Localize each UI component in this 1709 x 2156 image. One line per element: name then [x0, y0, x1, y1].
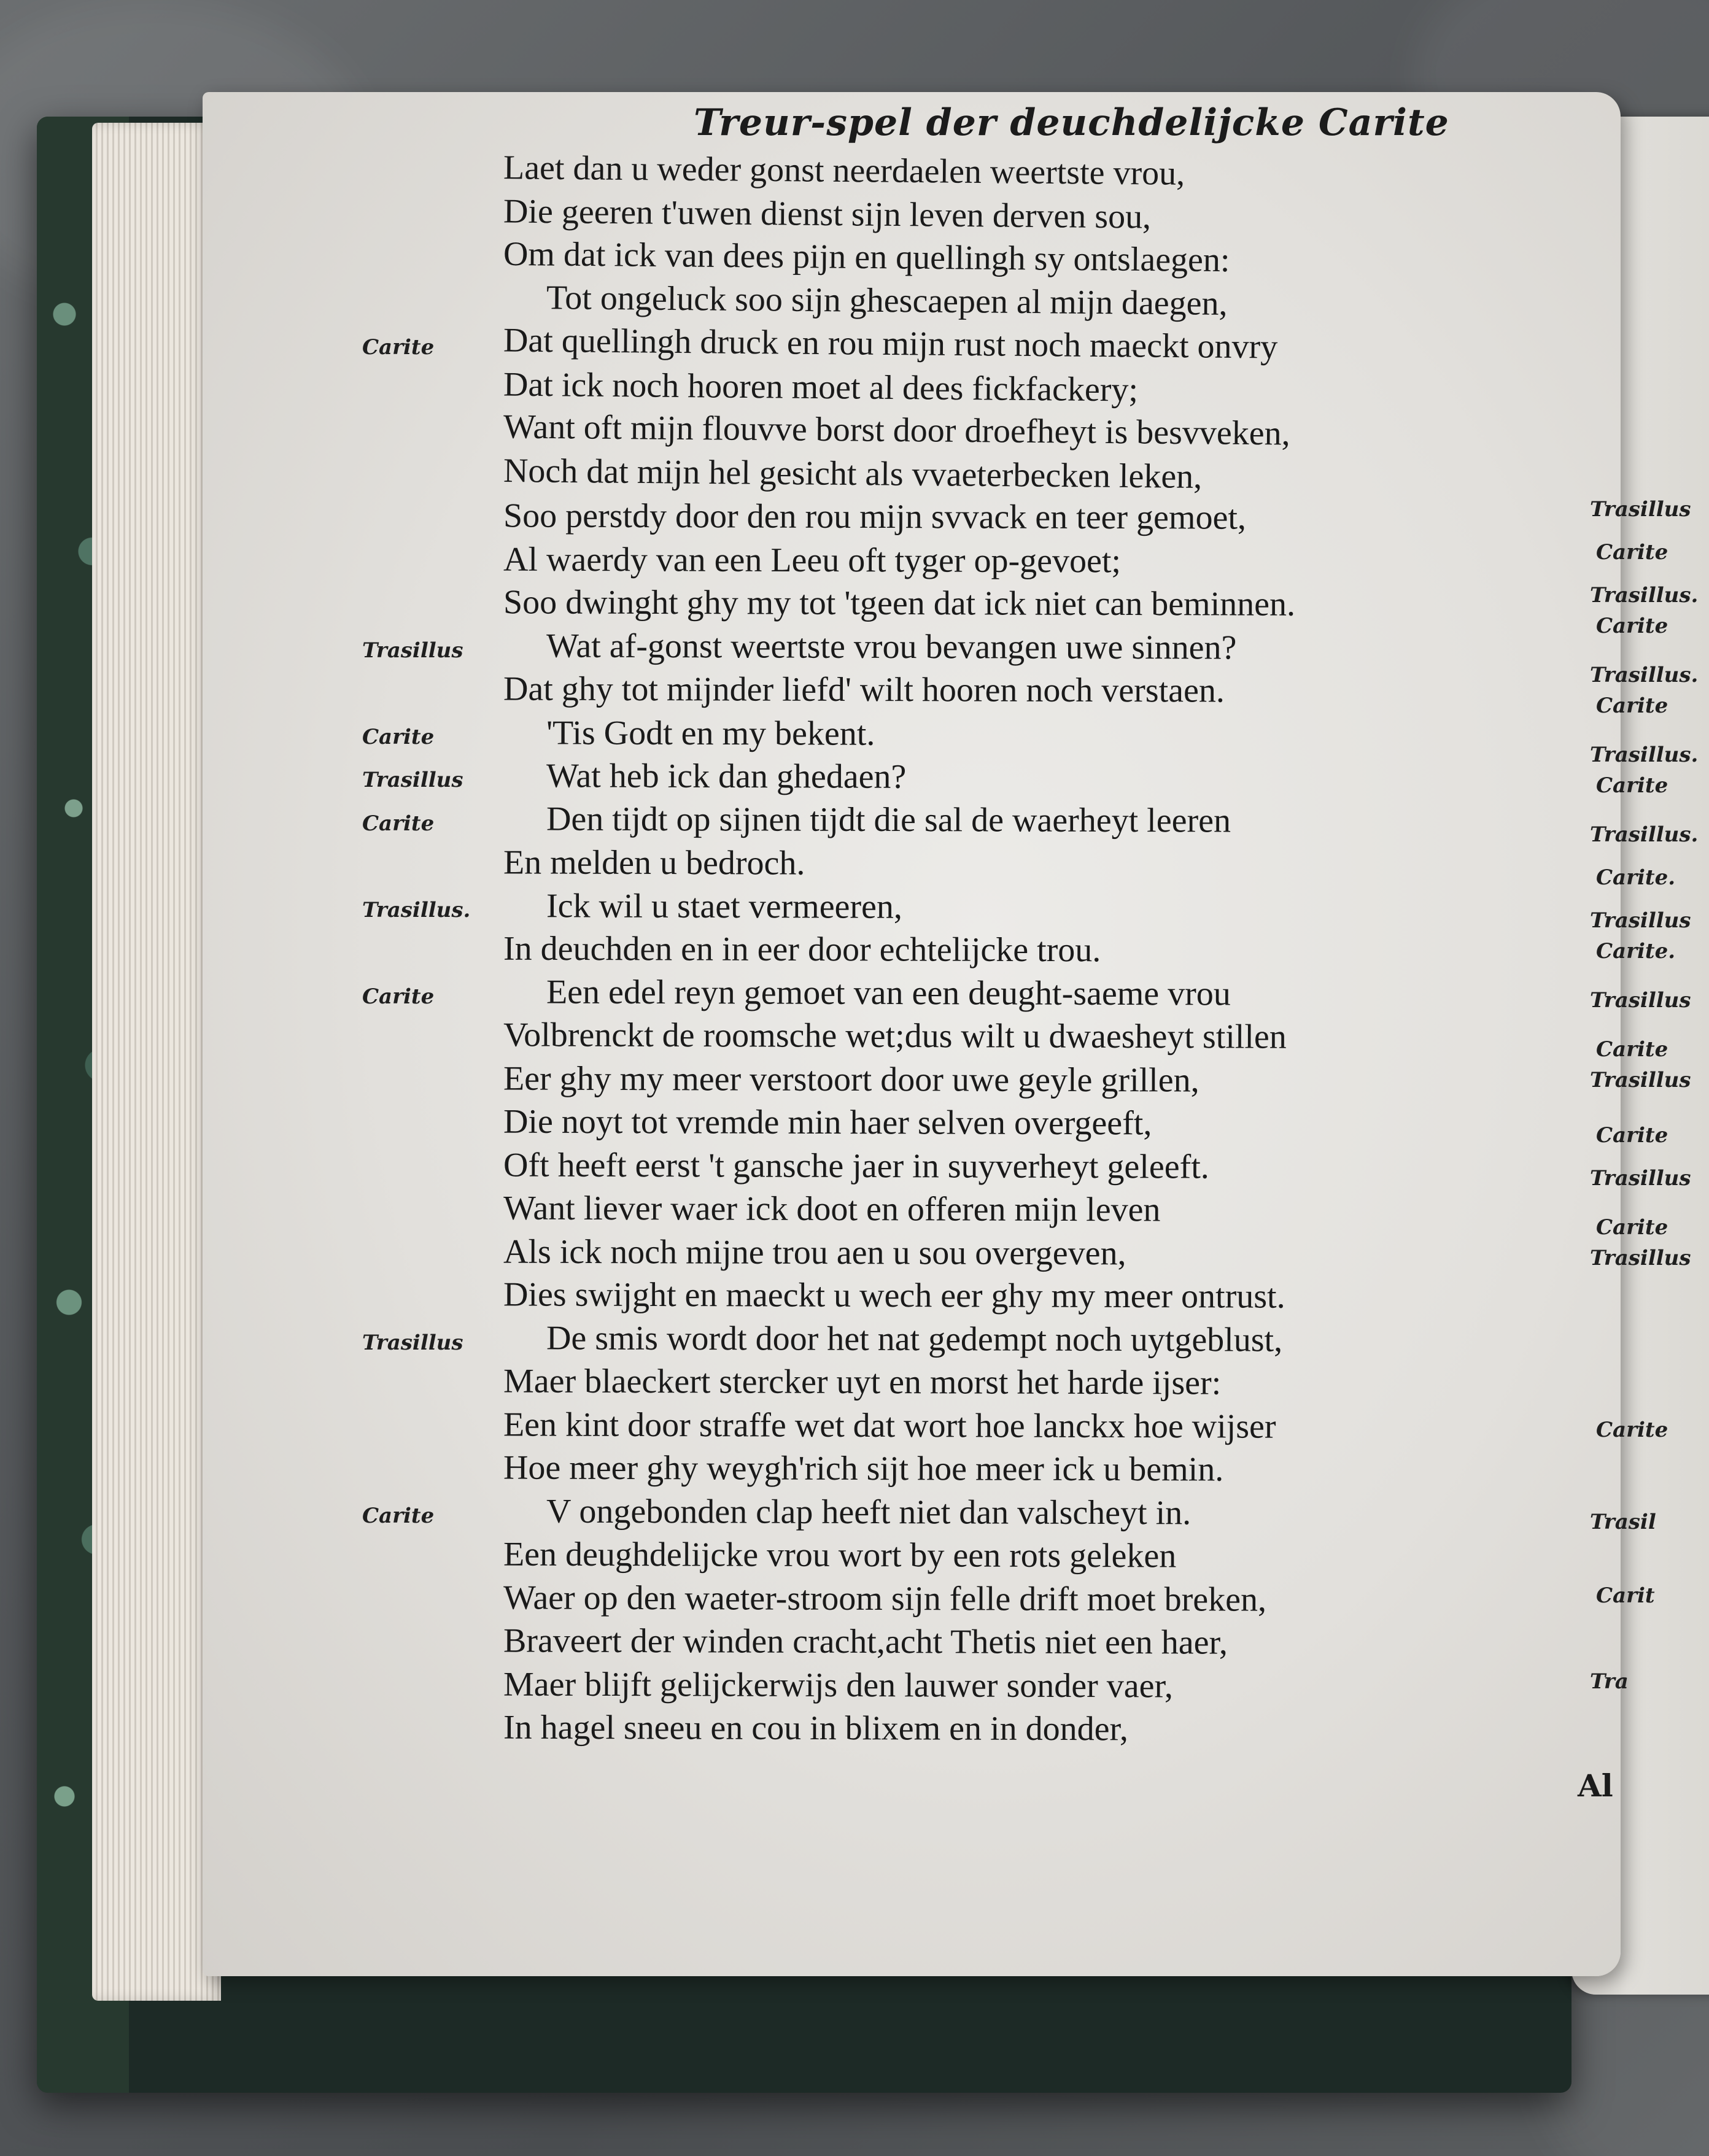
speaker-label: Carite	[362, 1503, 435, 1528]
verse-line: Waer op den waeter-stroom sijn felle drift moet breken,	[503, 1578, 1267, 1619]
facing-speaker-label: Tra	[1590, 1669, 1629, 1694]
facing-speaker-label: Carite	[1596, 1123, 1668, 1148]
verse-line: Dat ick noch hooren moet al dees fickfackery;	[503, 365, 1139, 409]
speaker-label: Trasillus	[362, 638, 463, 663]
facing-speaker-label: Carite	[1596, 540, 1668, 565]
catchword: Al	[1578, 1768, 1613, 1804]
verse-line: De smis wordt door het nat gedempt noch uytgeblust,	[546, 1318, 1283, 1359]
page-edges	[92, 123, 221, 2001]
speaker-label: Trasillus.	[362, 897, 471, 922]
facing-speaker-label: Carite.	[1596, 939, 1676, 964]
verse-line: Wat heb ick dan ghedaen?	[546, 757, 907, 796]
verse-line: Ick wil u staet vermeeren,	[546, 886, 903, 926]
verse-line: Dat ghy tot mijnder liefd' wilt hooren noch verstaen.	[503, 670, 1225, 710]
running-head: Treur-spel der deuchdelijcke Carite	[694, 101, 1449, 144]
verse-line: Laet dan u weder gonst neerdaelen weertste vrou,	[503, 149, 1185, 193]
verse-line: V ongebonden clap heeft niet dan valscheyt in.	[546, 1492, 1192, 1532]
facing-speaker-label: Carit	[1596, 1583, 1655, 1608]
facing-speaker-label: Trasillus.	[1590, 583, 1699, 608]
facing-speaker-label: Trasillus.	[1590, 743, 1699, 767]
verse-line: Want liever waer ick doot en offeren mijn leven	[503, 1189, 1161, 1229]
verse-line: Die noyt tot vremde min haer selven overgeeft,	[503, 1102, 1152, 1143]
verse-line: Den tijdt op sijnen tijdt die sal de waerheyt leeren	[546, 800, 1231, 840]
verse-line: Oft heeft eerst 't gansche jaer in suyverheyt geleeft.	[503, 1145, 1209, 1186]
facing-speaker-label: Trasil	[1590, 1510, 1656, 1534]
speaker-label: Carite	[362, 811, 435, 836]
facing-speaker-label: Trasillus	[1590, 1246, 1691, 1270]
facing-speaker-label: Trasillus	[1590, 908, 1691, 933]
speaker-label: Carite	[362, 724, 435, 749]
verse-line: Dat quellingh druck en rou mijn rust noch maeckt onvry	[503, 321, 1278, 366]
verse-line: Braveert der winden cracht,acht Thetis niet een haer,	[503, 1621, 1228, 1662]
facing-speaker-label: Trasillus.	[1590, 663, 1699, 687]
verse-line: Maer blijft gelijckerwijs den lauwer sonder vaer,	[503, 1665, 1173, 1705]
verse-line: Hoe meer ghy weygh'rich sijt hoe meer ick u bemin.	[503, 1448, 1224, 1489]
verse-line: Wat af-gonst weertste vrou bevangen uwe sinnen?	[546, 627, 1237, 667]
facing-speaker-label: Trasillus.	[1590, 822, 1699, 847]
verse-line: Noch dat mijn hel gesicht als vvaeterbecken leken,	[503, 451, 1203, 496]
verse-line: Dies swijght en maeckt u wech eer ghy my meer ontrust.	[503, 1275, 1285, 1316]
verse-line: In hagel sneeu en cou in blixem en in donder,	[503, 1708, 1128, 1748]
verse-line: Een deughdelijcke vrou wort by een rots geleken	[503, 1535, 1177, 1575]
verse-line: En melden u bedroch.	[503, 843, 805, 883]
facing-speaker-label: Carite	[1596, 773, 1668, 798]
speaker-label: Trasillus	[362, 768, 463, 792]
verse-line: Een edel reyn gemoet van een deught-saeme vrou	[546, 973, 1231, 1013]
verse-line: Die geeren t'uwen dienst sijn leven derven sou,	[503, 191, 1152, 236]
facing-speaker-label: Carite	[1596, 1418, 1668, 1442]
facing-speaker-label: Carite.	[1596, 865, 1676, 890]
facing-speaker-label: Carite	[1596, 694, 1668, 718]
verse-line: Als ick noch mijne trou aen u sou overgeven,	[503, 1232, 1126, 1272]
facing-speaker-label: Carite	[1596, 1037, 1668, 1062]
speaker-label: Trasillus	[362, 1330, 463, 1355]
verse-line: Maer blaeckert stercker uyt en morst het harde ijser:	[503, 1362, 1222, 1402]
facing-speaker-label: Carite	[1596, 614, 1668, 638]
verse-line: Om dat ick van dees pijn en quellingh sy ontslaegen:	[503, 234, 1230, 280]
verse-line: Soo perstdy door den rou mijn svvack en teer gemoet,	[503, 496, 1247, 537]
verse-line: Eer ghy my meer verstoort door uwe geyle grillen,	[503, 1059, 1199, 1099]
facing-speaker-label: Trasillus	[1590, 1166, 1691, 1191]
verse-line: Een kint door straffe wet dat wort hoe lanckx hoe wijser	[503, 1405, 1276, 1446]
facing-speaker-label: Carite	[1596, 1215, 1668, 1240]
verse-line: Soo dwinght ghy my tot 'tgeen dat ick niet can beminnen.	[503, 583, 1296, 624]
facing-speaker-label: Trasillus	[1590, 1068, 1691, 1092]
verse-line: Tot ongeluck soo sijn ghescaepen al mijn daegen,	[546, 278, 1228, 323]
verse-line: In deuchden en in eer door echtelijcke trou.	[503, 929, 1101, 970]
verse-line: Al waerdy van een Leeu oft tyger op-gevoet;	[503, 540, 1122, 580]
speaker-label: Carite	[362, 984, 435, 1009]
verse-line: 'Tis Godt en my bekent.	[546, 713, 875, 753]
verse-line: Volbrenckt de roomsche wet;dus wilt u dwaesheyt stillen	[503, 1016, 1287, 1056]
speaker-label: Carite	[362, 335, 435, 360]
verse-line: Want oft mijn flouvve borst door droefheyt is besvveken,	[503, 408, 1290, 453]
facing-speaker-label: Trasillus	[1590, 988, 1691, 1013]
facing-speaker-label: Trasillus	[1590, 497, 1691, 522]
